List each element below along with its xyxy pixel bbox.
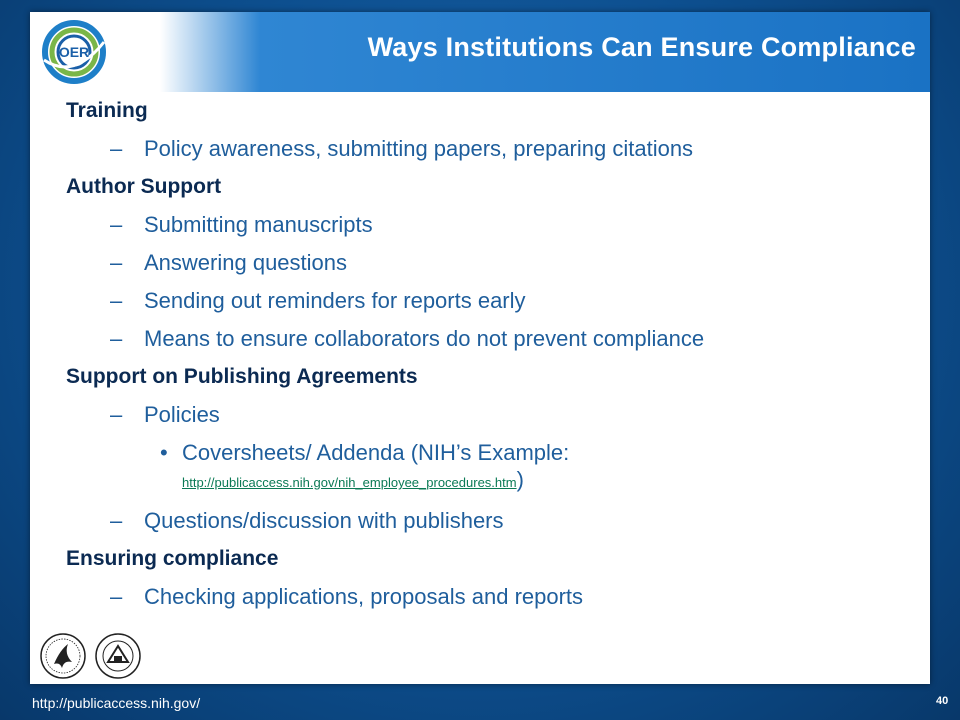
list-item <box>160 438 906 468</box>
list-item <box>110 286 906 324</box>
item-text: Submitting manuscripts <box>144 212 373 237</box>
footer-url: http://publicaccess.nih.gov/ <box>32 695 201 711</box>
item-text: Policies <box>144 402 220 427</box>
logo-text: OER <box>58 44 90 60</box>
nih-procedures-link[interactable]: http://publicaccess.nih.gov/nih_employee_procedures.htm <box>182 475 517 490</box>
list-item <box>110 400 906 438</box>
heading-publishing: Support on Publishing Agreements <box>66 365 418 388</box>
nih-seal-icon <box>96 634 140 678</box>
list-item <box>110 248 906 286</box>
list-item <box>110 582 906 620</box>
title-bar <box>30 12 930 92</box>
oer-logo-icon <box>38 20 112 84</box>
dash: – <box>110 288 123 313</box>
slide-panel <box>30 12 930 684</box>
slide-title: Ways Institutions Can Ensure Compliance <box>367 32 916 62</box>
close-paren: ) <box>516 467 524 492</box>
dash: – <box>110 212 123 237</box>
page-number: 40 <box>936 695 949 707</box>
heading-ensuring: Ensuring compliance <box>66 547 279 570</box>
seals <box>38 630 148 682</box>
heading-training: Training <box>66 99 148 122</box>
dash: – <box>110 250 123 275</box>
list-item <box>110 506 906 544</box>
item-text: Answering questions <box>144 250 348 275</box>
list-item <box>110 134 906 172</box>
item-text: Coversheets/ Addenda (NIH’s Example: <box>182 440 570 465</box>
item-text: Checking applications, proposals and reports <box>144 584 584 609</box>
item-text: Policy awareness, submitting papers, preparing citations <box>144 136 694 161</box>
hhs-seal-icon <box>41 634 85 678</box>
item-text: Sending out reminders for reports early <box>144 288 526 313</box>
dash: – <box>110 326 123 351</box>
list-item <box>110 324 906 362</box>
bullet: • <box>160 440 168 465</box>
link-line <box>182 468 906 506</box>
item-text: Questions/discussion with publishers <box>144 508 504 533</box>
list-item <box>110 210 906 248</box>
dash: – <box>110 136 123 161</box>
slide-content <box>66 96 906 620</box>
heading-author-support: Author Support <box>66 175 222 198</box>
dash: – <box>110 402 123 427</box>
dash: – <box>110 508 123 533</box>
item-text: Means to ensure collaborators do not prevent compliance <box>144 326 705 351</box>
dash: – <box>110 584 123 609</box>
